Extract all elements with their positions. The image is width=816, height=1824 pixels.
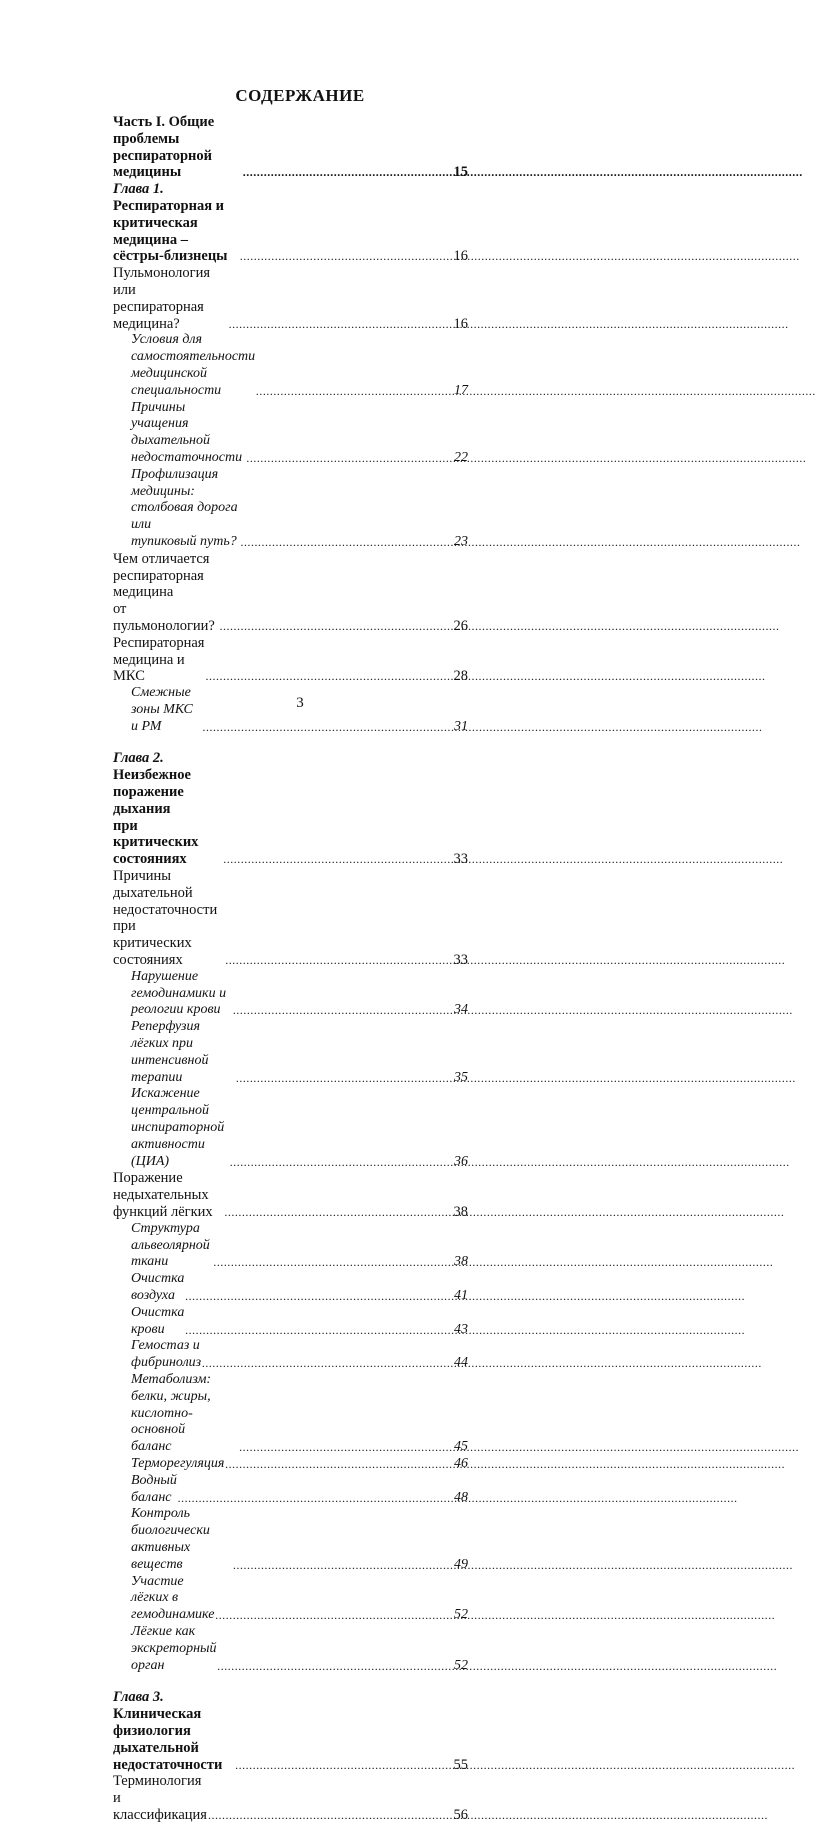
toc-entry — [113, 868, 468, 969]
toc-entry-title — [113, 181, 239, 265]
toc-entry-page: 33 — [453, 851, 468, 868]
toc-entry-page: 44 — [454, 1355, 468, 1371]
toc-entry-page: 38 — [454, 1254, 468, 1270]
toc-entry-title: Терморегуляция — [131, 1455, 225, 1471]
toc-entry-title: Реперфузия лёгких при интенсивной терапии — [131, 1019, 209, 1085]
toc-entry — [113, 400, 468, 467]
chapter-title: Клиническая физиология дыхательной недостаточности — [113, 1706, 223, 1773]
toc-entry-title: Чем отличается респираторная медицина от пульмонологии? — [113, 550, 215, 634]
toc-entry-title: Лёгкие как экскреторный орган — [131, 1623, 217, 1673]
toc-entry-page: 45 — [454, 1439, 468, 1455]
toc-entry — [113, 750, 468, 868]
toc-entry-page: 16 — [453, 248, 468, 265]
dot-leader — [223, 851, 451, 868]
toc-entry-page: 49 — [454, 1556, 468, 1572]
toc-entry-page: 55 — [453, 1756, 468, 1773]
toc-entry — [113, 114, 468, 181]
toc-entry — [113, 635, 468, 685]
toc-entry-page: 22 — [454, 449, 468, 465]
toc-entry-title: Участие лёгких в гемодинамике — [131, 1573, 215, 1623]
toc-entry — [113, 1305, 468, 1339]
dot-leader — [205, 668, 451, 685]
toc-entry-title: Терминология и классификация — [113, 1773, 207, 1823]
toc-entry-page: 23 — [454, 533, 468, 549]
toc-entry-page: 52 — [454, 1607, 468, 1623]
toc-entry-title: Условия для самостоятельности медицинской специальности — [131, 332, 256, 398]
toc-entry-page: 28 — [453, 668, 468, 685]
toc-entry-title: Поражение недыхательных функций лёгких — [113, 1170, 213, 1220]
dot-leader — [247, 450, 452, 467]
toc-entry-page: 33 — [453, 952, 468, 969]
toc-entry-title: Гемостаз и фибринолиз — [131, 1338, 202, 1371]
dot-leader — [225, 952, 451, 969]
dot-leader — [225, 1456, 452, 1473]
dot-leader — [218, 1658, 452, 1675]
toc-entry-page: 43 — [454, 1321, 468, 1337]
toc-entry-page: 34 — [454, 1002, 468, 1018]
toc-entry — [113, 1372, 468, 1456]
dot-leader — [233, 1557, 452, 1574]
toc-entry — [113, 1689, 468, 1773]
chapter-label: Глава 3. — [113, 1689, 164, 1706]
toc-entry-page: 41 — [454, 1287, 468, 1303]
toc-entry-page: 17 — [454, 382, 468, 398]
dot-leader — [178, 1490, 452, 1507]
toc-entry-title: Очистка воздуха — [131, 1271, 185, 1303]
chapter-label: Глава 1. — [113, 181, 164, 198]
page-number: 3 — [296, 695, 304, 711]
toc-entry — [113, 1170, 468, 1220]
chapter-title: Респираторная и критическая медицина – сёстры-близнецы — [113, 197, 228, 265]
toc-entry-page: 15 — [453, 164, 468, 181]
dot-leader — [240, 248, 452, 265]
toc-entry-page: 52 — [454, 1657, 468, 1673]
toc-entry — [113, 969, 468, 1019]
chapter-label: Глава 2. — [113, 750, 164, 767]
toc-entry — [113, 1271, 468, 1305]
toc-entry — [113, 1019, 468, 1086]
toc-entry — [113, 265, 468, 332]
dot-leader — [214, 1254, 452, 1271]
toc-entry — [113, 1574, 468, 1624]
toc-entry-title: Структура альвеолярной ткани — [131, 1220, 210, 1270]
toc-entry — [113, 1773, 468, 1823]
dot-leader — [220, 618, 452, 635]
dot-leader — [230, 1154, 452, 1171]
toc-entry-page: 36 — [454, 1153, 468, 1169]
toc-entry-title: Очистка крови — [131, 1304, 185, 1337]
toc-entry-title: Часть I. Общие проблемы респираторной медицины — [113, 114, 215, 181]
dot-leader — [243, 164, 452, 181]
toc-entry-page: 48 — [454, 1489, 468, 1505]
toc-entry — [113, 1624, 468, 1674]
toc-entry — [113, 1338, 468, 1372]
dot-leader — [229, 316, 452, 333]
dot-leader — [241, 534, 452, 551]
toc-entry-page: 16 — [453, 315, 468, 332]
toc-entry-title: Причины дыхательной недостаточности при критических состояниях — [113, 868, 218, 969]
dot-leader — [215, 1607, 452, 1624]
dot-leader — [235, 1757, 451, 1774]
chapter-title: Неизбежное поражение дыхания при критических состояниях — [113, 767, 199, 868]
toc-entry-title: Респираторная медицина и МКС — [113, 634, 205, 685]
toc-entry — [113, 1086, 468, 1170]
dot-leader — [208, 1807, 452, 1824]
toc-entry — [113, 181, 468, 265]
toc-entry-title: Контроль биологически активных веществ — [131, 1506, 210, 1572]
toc-entry-page: 26 — [453, 617, 468, 634]
toc-entry — [113, 1506, 468, 1573]
dot-leader — [203, 719, 452, 736]
toc-entry-title: Причины учащения дыхательной недостаточности — [131, 399, 243, 465]
contents-title: СОДЕРЖАНИЕ — [235, 86, 365, 105]
toc-entry — [113, 551, 468, 635]
toc-entry-title: Профилизация медицины: столбовая дорога или тупиковый путь? — [131, 466, 238, 549]
toc-entry — [113, 467, 468, 551]
toc-entry-title: Водный баланс — [131, 1472, 177, 1505]
toc-entry — [113, 1473, 468, 1507]
toc-entry-title — [113, 1689, 234, 1773]
dot-leader — [236, 1070, 452, 1087]
dot-leader — [233, 1002, 452, 1019]
toc-entry-page: 56 — [453, 1806, 468, 1823]
dot-leader — [185, 1322, 452, 1339]
toc-entry-title: Искажение центральной инспираторной активности (ЦИА) — [131, 1086, 225, 1169]
dot-leader — [256, 383, 452, 400]
toc-entry-page: 31 — [454, 718, 468, 734]
toc-entry-title: Смежные зоны МКС и РМ — [131, 685, 193, 734]
toc-entry-title: Пульмонология или респираторная медицина? — [113, 265, 211, 332]
toc-entry-page: 38 — [453, 1204, 468, 1220]
toc-entry-title: Метаболизм: белки, жиры, кислотно-основной баланс — [131, 1371, 212, 1455]
toc-entry-title — [113, 750, 222, 868]
dot-leader — [239, 1439, 452, 1456]
toc-entry-page: 35 — [454, 1069, 468, 1085]
dot-leader — [202, 1355, 452, 1372]
toc-entry — [113, 1221, 468, 1271]
toc-entry — [113, 1456, 468, 1473]
dot-leader — [224, 1204, 451, 1221]
toc-entry — [113, 332, 468, 399]
toc-entry-title: Нарушение гемодинамики и реологии крови — [131, 968, 227, 1018]
toc-entry-page: 46 — [454, 1455, 468, 1471]
dot-leader — [185, 1288, 452, 1305]
table-of-contents — [113, 114, 468, 1824]
